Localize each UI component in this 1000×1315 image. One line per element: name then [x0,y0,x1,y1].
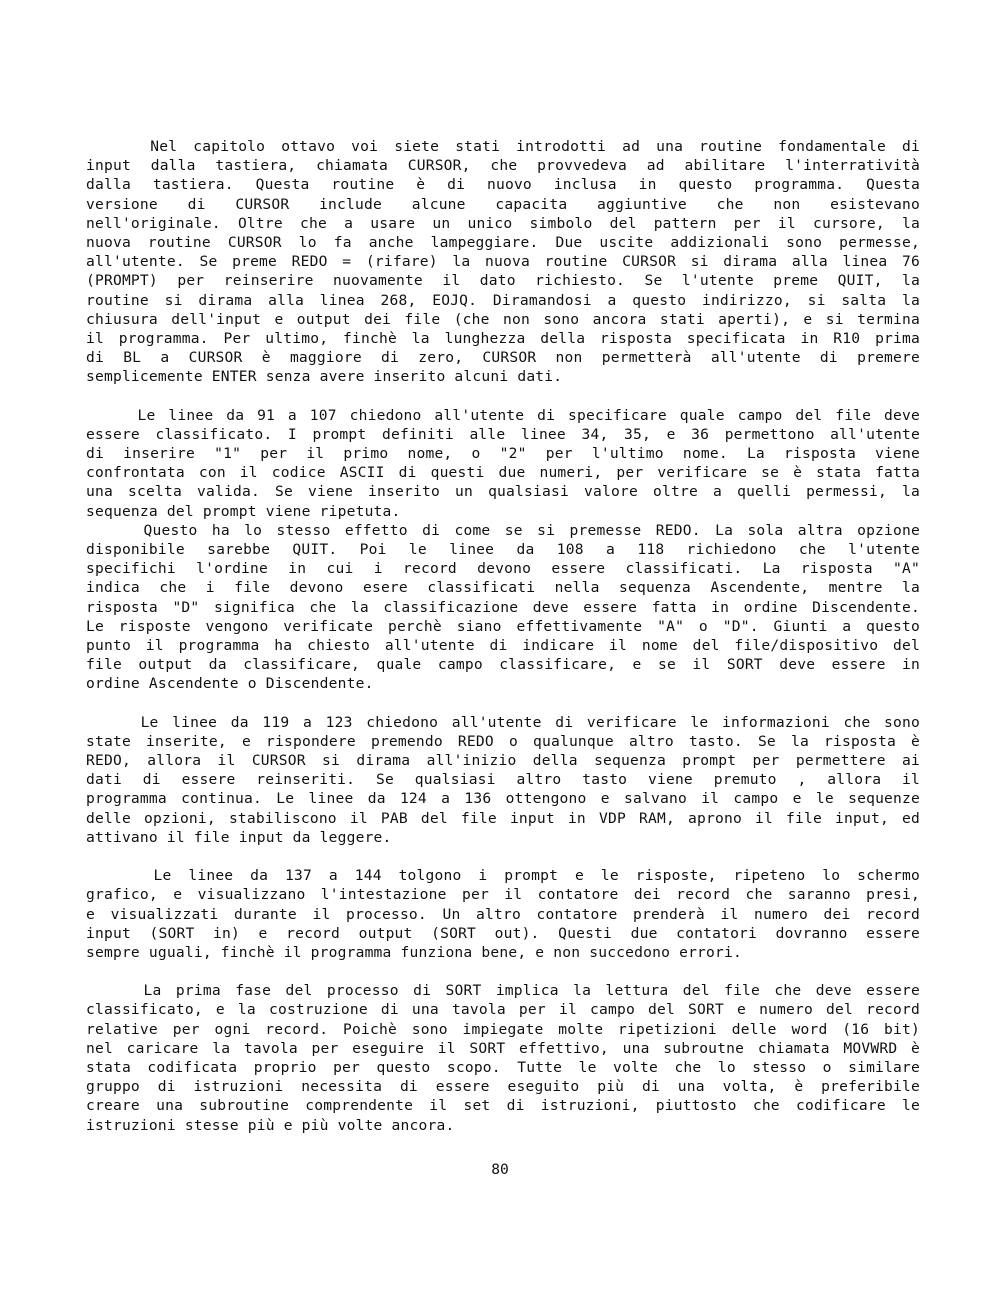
text-line: routine si dirama alla linea 268, EOJQ. Diramandosi a questo indirizzo, si salta la [86,291,920,309]
text-line: input (SORT in) e record output (SORT out). Questi due contatori dovranno essere [86,924,920,942]
text-line: gruppo di istruzioni necessita di essere eseguito più di una volta, è preferibile [86,1078,920,1096]
text-line: grafico, e visualizzano l'intestazione per il contatore dei record che saranno presi, [86,886,920,904]
text-line: semplicemente ENTER senza avere inserito alcuni dati. [86,368,563,386]
text-line: dalla tastiera. Questa routine è di nuovo inclusa in questo programma. Questa [86,176,920,194]
paragraph-gap [86,847,920,866]
text-line: versione di CURSOR include alcune capacita aggiuntive che non esistevano [86,195,920,213]
paragraph-gap [86,386,920,405]
paragraph [86,866,920,962]
paragraph [86,713,920,847]
text-body [86,137,920,1135]
text-line: programma continua. Le linee da 124 a 136 ottengono e salvano il campo e le sequenze [86,790,920,808]
text-line: nuova routine CURSOR lo fa anche lampeggiare. Due uscite addizionali sono permesse, [86,233,920,251]
text-line: stata codificata proprio per questo scopo. Tutte le volte che lo stesso o similare [86,1059,920,1076]
text-line: file output da classificare, quale campo classificare, e se il SORT deve essere in [86,656,920,674]
text-line: input dalla tastiera, chiamata CURSOR, che provvedeva ad abilitare l'interratività [86,157,920,175]
text-line: punto il programma ha chiesto all'utente di indicare il nome del file/dispositivo del [86,636,920,654]
paragraph [86,521,920,694]
text-line: attivano il file input da leggere. [86,828,392,846]
text-line: indica che i file devono esere classificati nella sequenza Ascendente, mentre la [86,579,920,597]
text-line: Le linee da 137 a 144 tolgono i prompt e le risposte, ripeteno lo schermo [86,867,920,885]
text-line: nell'originale. Oltre che a usare un unico simbolo del pattern per il cursore, la [86,214,920,232]
text-line: chiusura dell'input e output dei file (che non sono ancora stati aperti), e si termina [86,310,920,328]
text-line: (PROMPT) per reinserire nuovamente il dato richiesto. Se l'utente preme QUIT, la [86,272,920,290]
text-line: La prima fase del processo di SORT implica la lettura del file che deve essere [86,982,920,1000]
text-line: classificato, e la costruzione di una tavola per il campo del SORT e numero del record [86,1001,920,1019]
text-line: ordine Ascendente o Discendente. [86,675,374,693]
text-line: relative per ogni record. Poichè sono impiegate molte ripetizioni delle word (16 bit) [86,1020,920,1038]
text-line: sempre uguali, finchè il programma funziona bene, e non succedono errori. [86,943,742,961]
text-line: specifichi l'ordine in cui i record devono essere classificati. La risposta "A" [86,560,920,578]
text-line: e visualizzati durante il processo. Un altro contatore prenderà il numero dei record [86,905,920,923]
text-line: essere classificato. I prompt definiti alle linee 34, 35, e 36 permettono all'utente [86,425,920,443]
text-line: il programma. Per ultimo, finchè la lunghezza della risposta specificata in R10 prima [86,329,920,347]
text-line: confrontata con il codice ASCII di questi due numeri, per verificare se è stata fatta [86,464,920,482]
text-line: risposta "D" significa che la classificazione deve essere fatta in ordine Discendente. [86,598,920,616]
text-line: disponibile sarebbe QUIT. Poi le linee da 108 a 118 richiedono che l'utente [86,540,920,558]
text-line: sequenza del prompt viene ripetuta. [86,502,401,520]
text-line: Le linee da 91 a 107 chiedono all'utente di specificare quale campo del file deve [86,406,920,424]
paragraph [86,406,920,521]
page-number: 80 [491,1161,509,1178]
text-line: istruzioni stesse più e più volte ancora. [86,1116,455,1134]
paragraph-gap [86,962,920,981]
text-line: Le risposte vengono verificate perchè siano effettivamente "A" o "D". Giunti a questo [86,617,920,635]
text-line: Le linee da 119 a 123 chiedono all'utente di verificare le informazioni che sono [86,713,920,731]
text-line: Questo ha lo stesso effetto di come se si premesse REDO. La sola altra opzione [86,521,920,539]
text-line: di BL a CURSOR è maggiore di zero, CURSOR non permetterà all'utente di premere [86,349,920,367]
paragraph-gap [86,693,920,712]
text-line: all'utente. Se preme REDO = (rifare) la nuova routine CURSOR si dirama alla linea 76 [86,253,920,271]
text-line: delle opzioni, stabiliscono il PAB del file input in VDP RAM, aprono il file input, ed [86,809,920,827]
text-line: di inserire "1" per il primo nome, o "2" per l'ultimo nome. La risposta viene [86,445,920,462]
text-line: dati di essere reinseriti. Se qualsiasi altro tasto viene premuto , allora il [86,771,920,789]
text-line: state inserite, e rispondere premendo REDO o qualunque altro tasto. Se la risposta è [86,732,920,750]
paragraph [86,137,920,386]
text-line: Nel capitolo ottavo voi siete stati introdotti ad una routine fondamentale di [86,138,920,155]
text-line: una scelta valida. Se viene inserito un qualsiasi valore oltre a quelli permessi, la [86,483,920,501]
text-line: REDO, allora il CURSOR si dirama all'inizio della sequenza prompt per permettere ai [86,752,920,769]
text-line: nel caricare la tavola per eseguire il SORT effettivo, una subroutne chiamata MOVWRD è [86,1039,920,1057]
paragraph [86,981,920,1135]
text-line: creare una subroutine comprendente il set di istruzioni, piuttosto che codificare le [86,1097,920,1115]
